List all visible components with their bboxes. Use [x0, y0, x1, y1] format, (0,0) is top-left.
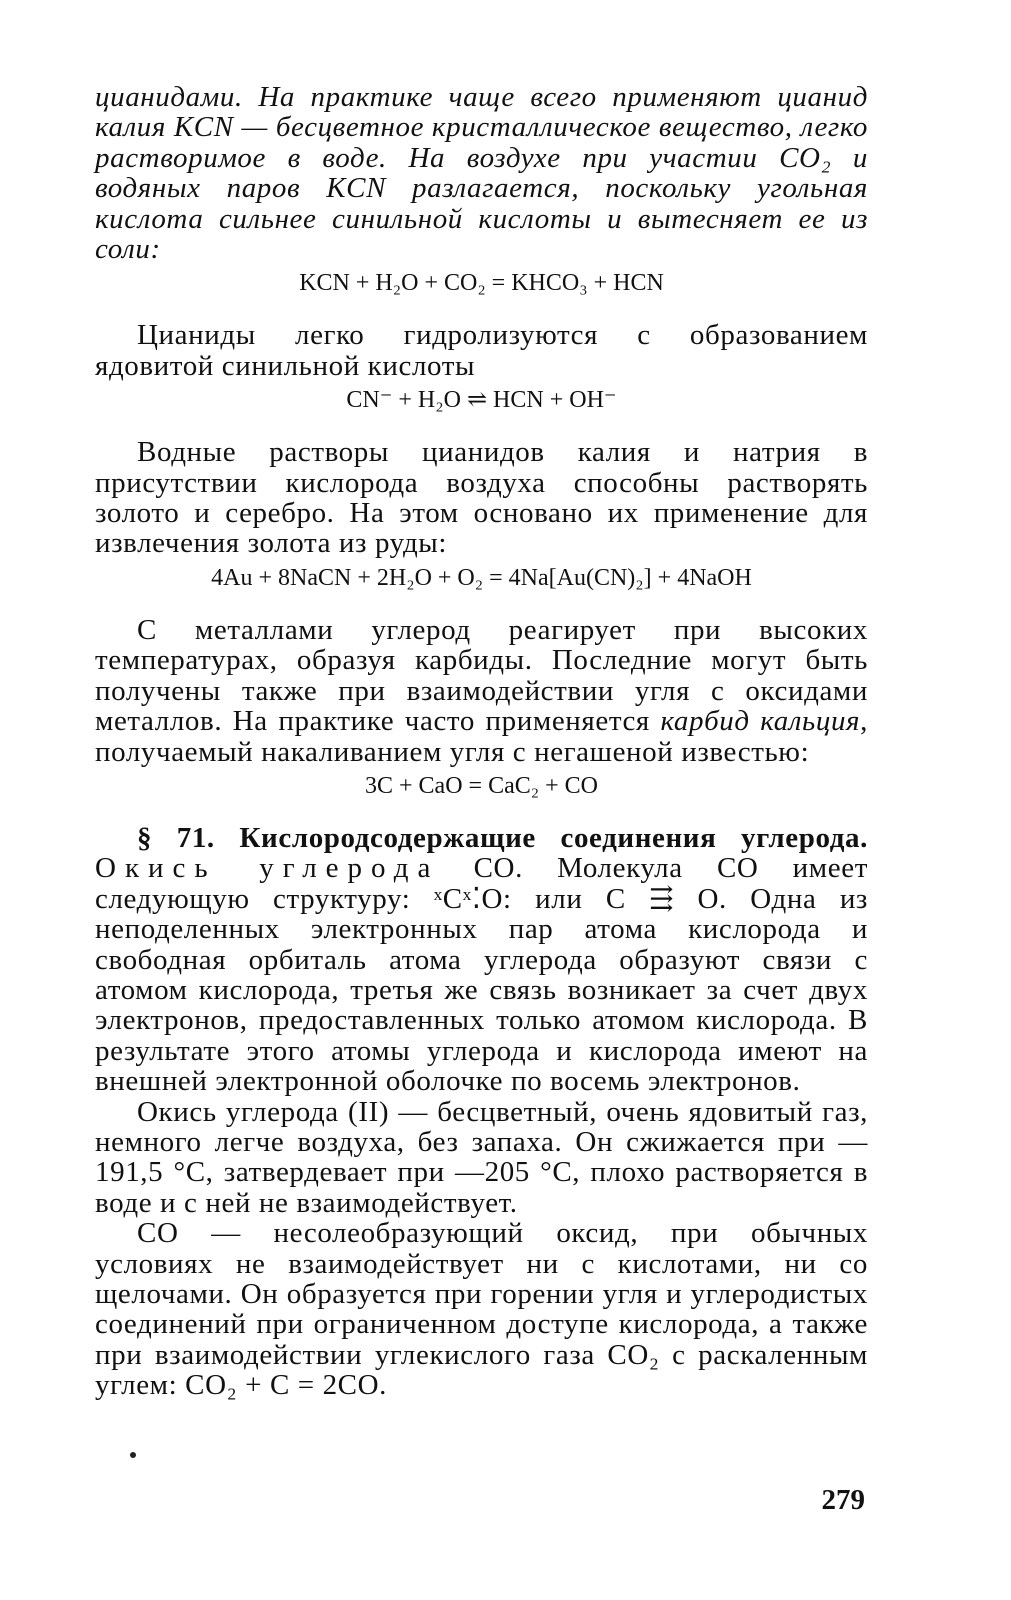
paragraph-gold-extraction: Водные растворы цианидов калия и натрия в присутствии кислорода воздуха способны растворять золото и серебро. На этом основано их применение для извлечения золота из руды:	[95, 436, 868, 560]
formula-gold-dissolution: 4Au + 8NaCN + 2H₂O + O₂ = 4Na[Au(CN)₂] + 4NaOH	[211, 564, 752, 591]
triple-bond-structure: C ⇶ O	[605, 882, 720, 915]
section-text-or: или	[511, 882, 606, 915]
print-speck	[130, 1452, 136, 1458]
paragraph-cyanides-intro	[95, 82, 868, 264]
section-heading: § 71. Кислородсодержащие соединения углерода.	[137, 821, 868, 854]
paragraph-carbides	[95, 615, 868, 767]
continued-word: цианидами. На практике чаще всего применяют цианид калия KCN — бесцветное кристаллическое вещество, легко растворимое в воде. На воздухе при участии CO₂ и водяных паров KCN разлагается, поскольку угольная кислота сильнее синильной кислоты и вытесняет ее из соли:	[95, 81, 868, 266]
term-calcium-carbide: карбид кальция	[660, 705, 861, 738]
paragraph-hydrolysis: Цианиды легко гидролизуются с образованием ядовитой синильной кислоты	[95, 319, 868, 382]
formula-kcn-decomposition: KCN + H₂O + CO₂ = KHCO₃ + HCN	[299, 270, 664, 297]
formula-cn-hydrolysis: CN⁻ + H₂O ⇌ HCN + OH⁻	[346, 387, 617, 414]
page-number: 279	[821, 1484, 865, 1516]
paragraph-co-properties: Окись углерода (II) — бесцветный, очень ядовитый газ, немного легче воздуха, без запаха. Он сжижается при —191,5 °C, затвердевает при —205 °C, плохо растворяется в воде и с ней не взаимодействует.	[95, 1095, 868, 1219]
carbides-text-c: , получаемый накаливанием угля с негашеной известью:	[95, 705, 868, 768]
section-71	[95, 823, 868, 1097]
term-carbon-monoxide: Окись углерода	[95, 852, 440, 885]
lewis-structure: ˣCˣ⁚O:	[433, 882, 512, 915]
section-text-rest: . Одна из неподеленных электронных пар атома кислорода и свободная орбиталь атома углерода образуют связи с атомом кислорода, третья же связь возникает за счет двух электронов, предоставленных только атомом кислорода. В результате этого атомы углерода и кислорода имеют на внешней электронной оболочке по восемь электронов.	[95, 882, 868, 1098]
formula-calcium-carbide: 3C + CaO = CaC₂ + CO	[365, 772, 598, 799]
section-text-a: CO. Молекула CO имеет следующую структуру:	[95, 852, 868, 915]
paragraph-co-reactions: CO — несолеобразующий оксид, при обычных условиях не взаимодействует ни с кислотами, ни со щелочами. Он образуется при горении угля и углеродистых соединений при ограниченном доступе кислорода, а также при взаимодействии углекислого газа CO₂ с раскаленным углем: CO₂ + C = 2CO.	[95, 1217, 868, 1402]
carbides-text-a: С металлами углерод реагирует при высоких температурах, образуя карбиды. Последние могут быть получены также при взаимодействии угля с оксидами металлов. На практике часто применяется	[95, 613, 868, 738]
